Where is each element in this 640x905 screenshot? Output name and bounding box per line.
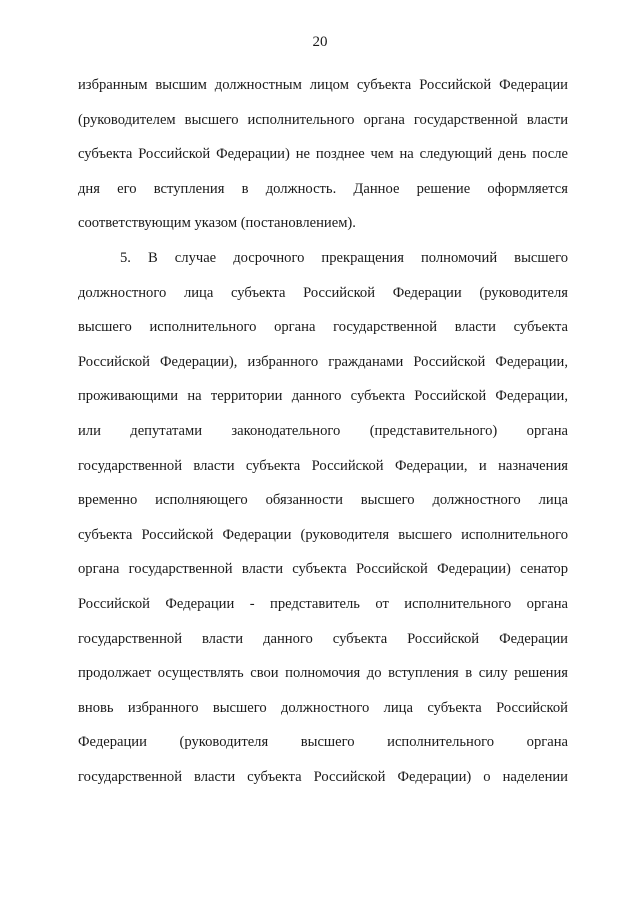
text-line: Российской Федерации - представитель от исполнительного органа [78,595,568,612]
text-line: Российской Федерации), избранного гражданами Российской Федерации, [78,353,568,370]
text-line: дня его вступления в должность. Данное решение оформляется [78,180,568,197]
text-line: избранным высшим должностным лицом субъекта Российской Федерации [78,77,568,93]
text-line: государственной власти данного субъекта Российской Федерации [78,630,568,647]
text-line: продолжает осуществлять свои полномочия до вступления в силу решения [78,665,568,682]
text-line: государственной власти субъекта Российской Федерации, и назначения [78,457,568,474]
document-body [78,68,568,794]
page-number: 20 [312,34,328,50]
text-line: временно исполняющего обязанности высшего должностного лица [78,492,568,509]
text-line: или депутатами законодательного (представительного) органа [78,422,568,439]
paragraph-item-5 [78,241,568,795]
text-line: органа государственной власти субъекта Российской Федерации) сенатор [78,561,568,578]
text-line: (руководителем высшего исполнительного органа государственной власти [78,111,568,128]
text-line: субъекта Российской Федерации) не позднее чем на следующий день после [78,146,568,163]
text-line: Федерации (руководителя высшего исполнительного органа [78,734,568,751]
text-line: высшего исполнительного органа государственной власти субъекта [78,319,568,336]
text-line: субъекта Российской Федерации (руководителя высшего исполнительного [78,526,568,543]
text-line: должностного лица субъекта Российской Федерации (руководителя [78,284,568,301]
text-line: государственной власти субъекта Российской Федерации) о наделении [78,768,568,785]
paragraph-continuation [78,68,568,241]
text-line: вновь избранного высшего должностного лица субъекта Российской [78,699,568,716]
text-line: проживающими на территории данного субъекта Российской Федерации, [78,388,568,405]
text-line: 5. В случае досрочного прекращения полномочий высшего [120,249,568,266]
text-line: соответствующим указом (постановлением). [78,215,356,232]
